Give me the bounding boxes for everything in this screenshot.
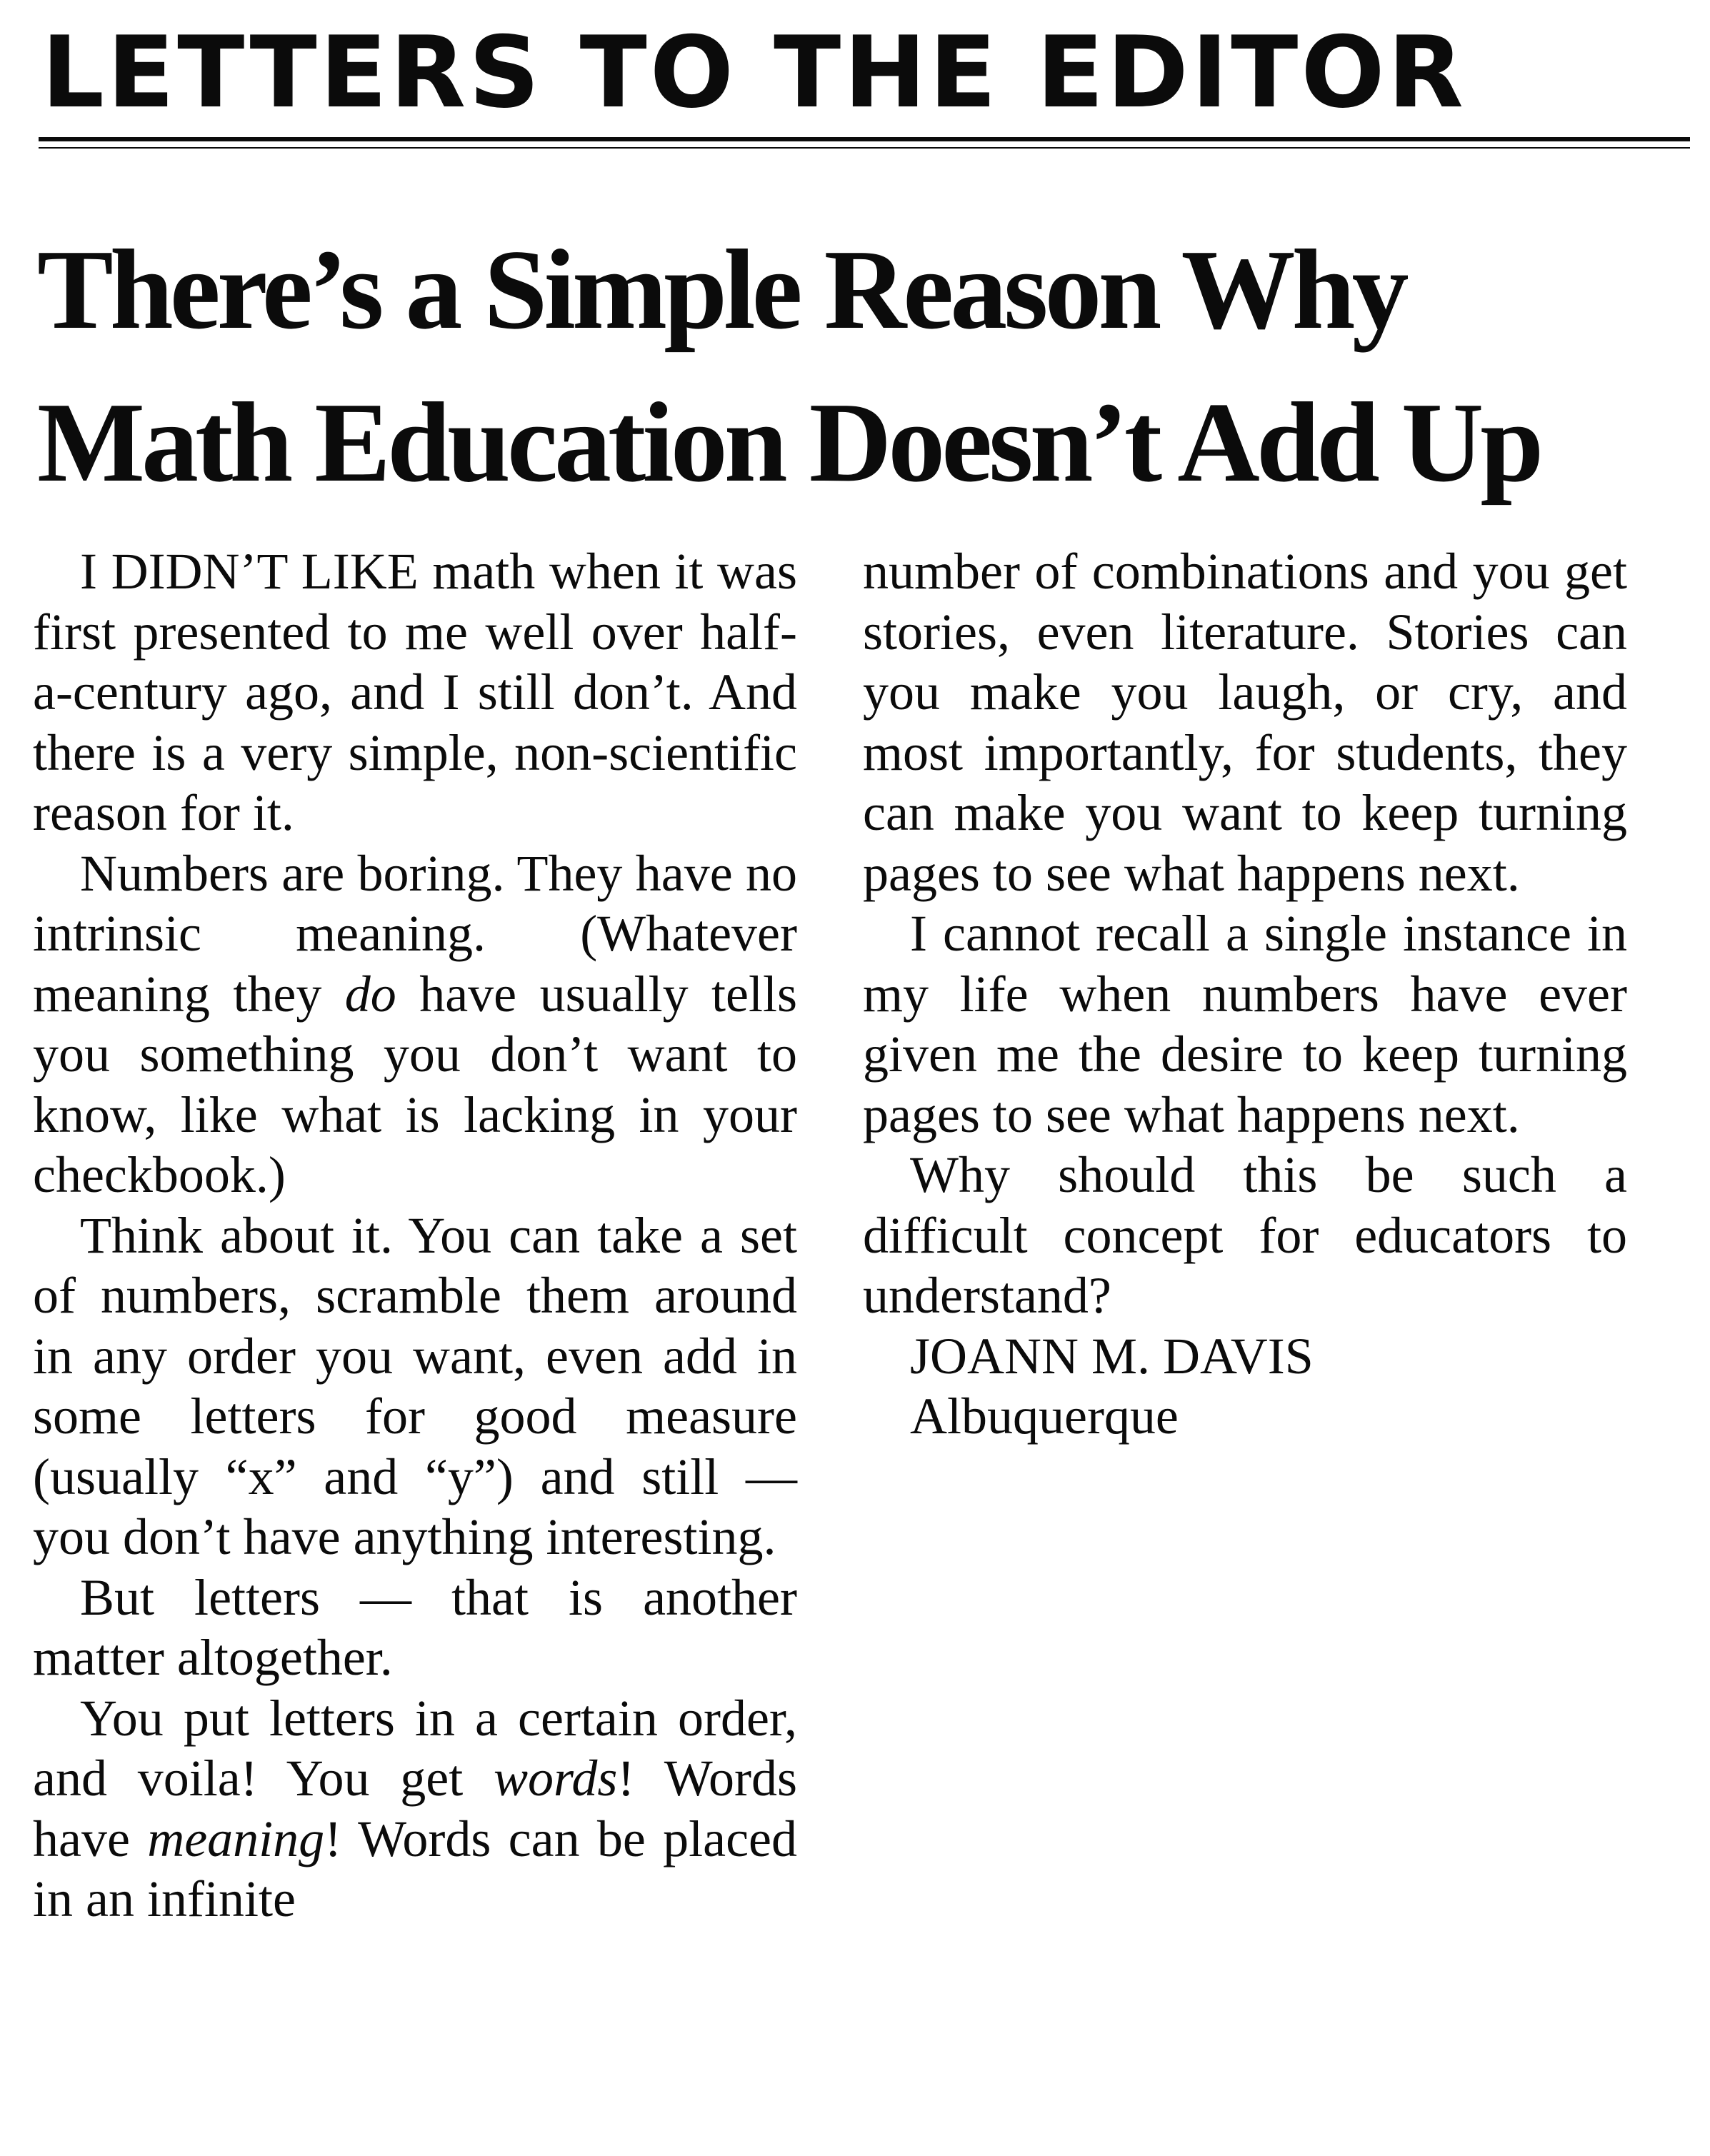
section-title: LETTERS TO THE EDITOR bbox=[41, 15, 1466, 130]
headline bbox=[37, 213, 1694, 518]
paragraph-2-text-b: have usually tells you something you don’t want to know, like what is lacking in your checkbook.) bbox=[33, 965, 797, 1203]
paragraph-5-emphasis-words: words bbox=[493, 1750, 618, 1807]
paragraph-5-text-b: ! Words have bbox=[33, 1750, 797, 1867]
paragraph-1: I DIDN’T LIKE math when it was first presented to me well over half-a-century ago, and I still don’t. And there is a very simple, non-scientific reason for it. bbox=[33, 543, 797, 841]
paragraph-3: Think about it. You can take a set of numbers, scramble them around in any order you want, even add in some letters for good measure (usually “x” and “y”) and still — you don’t have anything interesting. bbox=[33, 1206, 797, 1565]
headline-line-1: There’s a Simple Reason Why bbox=[37, 226, 1406, 353]
letter-column-left bbox=[33, 541, 797, 1930]
signature-name: JOANN M. DAVIS bbox=[910, 1327, 1314, 1385]
letter-column-right bbox=[863, 541, 1627, 1447]
paragraph-6: I cannot recall a single instance in my life when numbers have ever given me the desire to keep turning pages to see what happens next. bbox=[863, 905, 1627, 1143]
signature-city: Albuquerque bbox=[910, 1388, 1179, 1445]
paragraph-5-emphasis-meaning: meaning bbox=[147, 1810, 325, 1867]
signature bbox=[863, 1326, 1627, 1447]
paragraph-4: But letters — that is another matter altogether. bbox=[33, 1568, 797, 1686]
paragraph-5-text-c: ! Words can be placed in an infinite bbox=[33, 1810, 797, 1927]
paragraph-2-text-a: Numbers are boring. They have no intrinsic meaning. (Whatever meaning they bbox=[33, 844, 797, 1023]
paragraph-2 bbox=[33, 843, 797, 1205]
paragraph-5-continued: number of combinations and you get stories, even literature. Stories can you make you laugh, or cry, and most importantly, for students, they can make you want to keep turning pages to see what happens next. bbox=[863, 543, 1627, 902]
section-rule-thick bbox=[39, 137, 1690, 141]
section-rule-thin bbox=[39, 147, 1690, 149]
paragraph-5-text-a: You put letters in a certain order, and voila! You get bbox=[33, 1689, 797, 1807]
paragraph-5 bbox=[33, 1688, 797, 1930]
headline-line-2: Math Education Doesn’t Add Up bbox=[37, 378, 1541, 506]
paragraph-7: Why should this be such a difficult concept for educators to understand? bbox=[863, 1146, 1627, 1324]
paragraph-2-emphasis: do bbox=[344, 965, 396, 1023]
